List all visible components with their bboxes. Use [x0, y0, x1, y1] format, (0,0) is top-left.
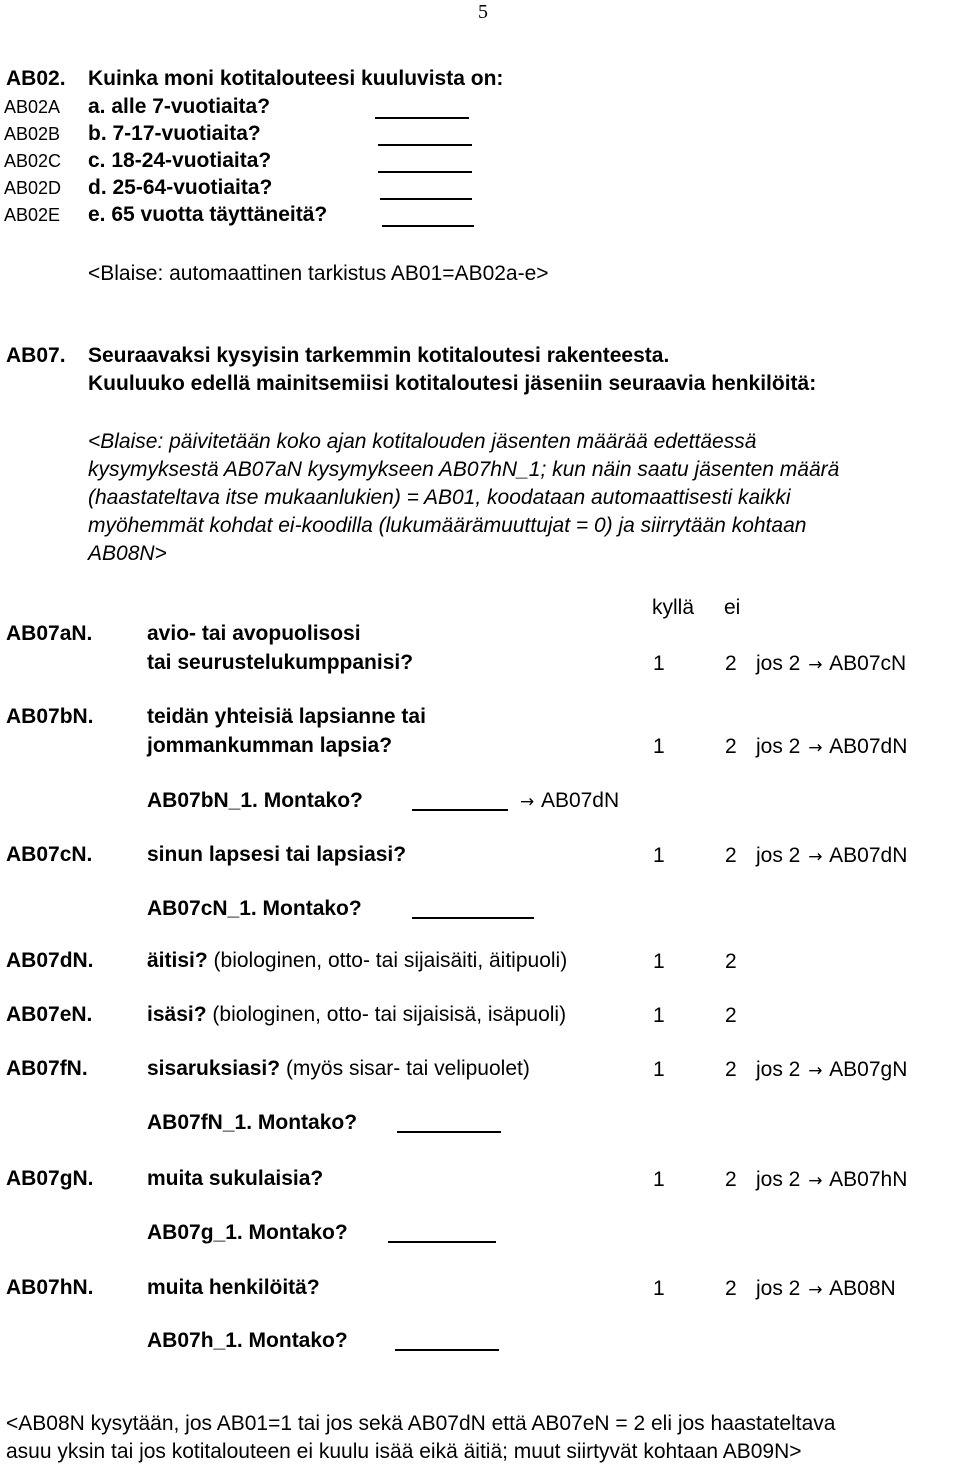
ab07-note-line: myöhemmät kohdat ei-koodilla (lukumäärämuuttujat = 0) ja siirrytään kohtaan	[88, 514, 807, 537]
skip-target: AB07hN	[829, 1168, 908, 1191]
ab02c-answer-blank[interactable]	[378, 171, 472, 173]
ab02b-answer-blank[interactable]	[378, 144, 472, 146]
ab07gn-code-no[interactable]: 2	[725, 1168, 737, 1191]
arrow-right-icon: →	[808, 847, 823, 867]
ab07hn-code: AB07hN.	[6, 1276, 94, 1299]
ab07bn-code-yes[interactable]: 1	[653, 735, 665, 758]
skip-prefix: jos 2	[756, 652, 801, 675]
ab07fn-code-yes[interactable]: 1	[653, 1058, 665, 1081]
ab07gn-code: AB07gN.	[6, 1167, 94, 1190]
ab07hn-skip	[756, 1278, 896, 1299]
arrow-right-icon: →	[808, 655, 823, 675]
ab07g1-label: AB07g_1. Montako?	[147, 1221, 348, 1244]
ab02d-code: AB02D	[4, 178, 62, 198]
ab07fn-detail: (myös sisar- tai velipuolet)	[285, 1057, 530, 1080]
ab07bn-code: AB07bN.	[6, 705, 94, 728]
ab02a-label: a. alle 7-vuotiaita?	[88, 95, 271, 118]
ab07-intro: Seuraavaksi kysyisin tarkemmin kotitaloutesi rakenteesta.	[88, 344, 670, 367]
ab02e-code: AB02E	[4, 205, 61, 225]
ab07cn-code-yes[interactable]: 1	[653, 844, 665, 867]
ab07-note-line: <Blaise: päivitetään koko ajan kotitalouden jäsenten määrää edettäessä	[88, 430, 757, 453]
ab07fn-text-wrap	[147, 1058, 530, 1079]
ab07en-code-no[interactable]: 2	[725, 1004, 737, 1027]
footer-note-line: <AB08N kysytään, jos AB01=1 tai jos sekä AB07dN että AB07eN = 2 eli jos haastateltava	[6, 1412, 836, 1435]
ab07dn-code: AB07dN.	[6, 949, 94, 972]
ab02c-code: AB02C	[4, 151, 62, 171]
ab07en-code: AB07eN.	[6, 1003, 93, 1026]
ab07en-text-wrap	[147, 1004, 566, 1025]
ab07fn1-label: AB07fN_1. Montako?	[147, 1111, 358, 1134]
ab07en-detail: (biologinen, otto- tai sijaisisä, isäpuoli)	[212, 1003, 567, 1026]
ab08n-blaise-note	[6, 1410, 835, 1466]
ab02-code: AB02.	[6, 67, 66, 90]
ab07an-skip	[756, 653, 906, 674]
skip-target: AB07dN	[540, 789, 620, 812]
ab02a-answer-blank[interactable]	[375, 117, 469, 119]
ab07cn1-answer-blank[interactable]	[412, 917, 534, 919]
ab07fn-text: sisaruksiasi?	[147, 1057, 281, 1080]
ab07dn-code-no[interactable]: 2	[725, 950, 737, 973]
ab07bn1-skip	[518, 790, 619, 811]
ab07en-text: isäsi?	[147, 1003, 207, 1026]
ab07hn-code-no[interactable]: 2	[725, 1277, 737, 1300]
skip-prefix: jos 2	[756, 844, 801, 867]
ab07hn-text: muita henkilöitä?	[147, 1276, 320, 1299]
ab07an-text-line1: avio- tai avopuolisosi	[147, 622, 361, 645]
ab07-note-line: kysymyksestä AB07aN kysymykseen AB07hN_1; kun näin saatu jäsenten määrä	[88, 458, 840, 481]
ab07cn-skip	[756, 845, 907, 866]
ab07cn1-label: AB07cN_1. Montako?	[147, 897, 362, 920]
ab02c-label: c. 18-24-vuotiaita?	[88, 149, 272, 172]
ab07-question: Kuuluuko edellä mainitsemiisi kotitaloutesi jäseniin seuraavia henkilöitä:	[88, 372, 817, 395]
skip-target: AB07dN	[829, 735, 908, 758]
arrow-right-icon: →	[808, 1280, 823, 1300]
ab07fn-skip	[756, 1059, 907, 1080]
ab02-blaise-note: <Blaise: automaattinen tarkistus AB01=AB02a-e>	[88, 262, 549, 285]
ab02b-code: AB02B	[4, 124, 61, 144]
header-yes: kyllä	[652, 596, 695, 619]
ab07an-code-no[interactable]: 2	[725, 652, 737, 675]
ab02b-label: b. 7-17-vuotiaita?	[88, 122, 261, 145]
ab02-question: Kuinka moni kotitalouteesi kuuluvista on:	[88, 67, 504, 90]
ab07an-text-line2: tai seurustelukumppanisi?	[147, 651, 414, 674]
ab07-blaise-note	[88, 428, 839, 568]
ab07an-code-yes[interactable]: 1	[653, 652, 665, 675]
ab07bn-skip	[756, 736, 907, 757]
skip-prefix: jos 2	[756, 1058, 801, 1081]
ab07bn-text-line1: teidän yhteisiä lapsianne tai	[147, 705, 426, 728]
footer-note-line: asuu yksin tai jos kotitalouteen ei kuulu isää eikä äitiä; muut siirtyvät kohtaan AB09N>	[6, 1440, 802, 1463]
ab02a-code: AB02A	[4, 97, 61, 117]
skip-target: AB07cN	[829, 652, 907, 675]
ab02e-answer-blank[interactable]	[382, 225, 474, 227]
arrow-right-icon: →	[808, 738, 823, 758]
header-no: ei	[724, 596, 741, 619]
ab07dn-text-wrap	[147, 950, 567, 971]
ab07bn-text-line2: jommankumman lapsia?	[147, 734, 393, 757]
ab07fn1-answer-blank[interactable]	[397, 1131, 501, 1133]
ab07cn-code: AB07cN.	[6, 843, 93, 866]
arrow-right-icon: →	[808, 1061, 823, 1081]
skip-prefix: jos 2	[756, 1168, 801, 1191]
ab07g1-answer-blank[interactable]	[388, 1241, 496, 1243]
ab07en-code-yes[interactable]: 1	[653, 1004, 665, 1027]
ab07gn-code-yes[interactable]: 1	[653, 1168, 665, 1191]
skip-target: AB08N	[829, 1277, 896, 1300]
ab02d-label: d. 25-64-vuotiaita?	[88, 176, 273, 199]
ab07bn1-answer-blank[interactable]	[412, 809, 508, 811]
ab02d-answer-blank[interactable]	[380, 198, 472, 200]
page-number: 5	[478, 1, 488, 23]
ab02e-label: e. 65 vuotta täyttäneitä?	[88, 203, 328, 226]
ab07fn-code-no[interactable]: 2	[725, 1058, 737, 1081]
ab07bn1-label: AB07bN_1. Montako?	[147, 789, 363, 812]
ab07cn-text: sinun lapsesi tai lapsiasi?	[147, 843, 407, 866]
skip-target: AB07dN	[829, 844, 908, 867]
ab07bn-code-no[interactable]: 2	[725, 735, 737, 758]
ab07dn-code-yes[interactable]: 1	[653, 950, 665, 973]
ab07-note-line: AB08N>	[88, 542, 167, 565]
ab07h1-label: AB07h_1. Montako?	[147, 1329, 348, 1352]
skip-prefix: jos 2	[756, 735, 801, 758]
ab07-note-line: (haastateltava itse mukaanlukien) = AB01, koodataan automaattisesti kaikki	[88, 486, 791, 509]
ab07gn-skip	[756, 1169, 907, 1190]
ab07hn-code-yes[interactable]: 1	[653, 1277, 665, 1300]
skip-target: AB07gN	[829, 1058, 908, 1081]
arrow-right-icon: →	[808, 1171, 823, 1191]
ab07dn-detail: (biologinen, otto- tai sijaisäiti, äitipuoli)	[213, 949, 568, 972]
arrow-right-icon: →	[520, 792, 535, 812]
skip-prefix: jos 2	[756, 1277, 801, 1300]
ab07gn-text: muita sukulaisia?	[147, 1167, 324, 1190]
ab07fn-code: AB07fN.	[6, 1057, 88, 1080]
ab07-code: AB07.	[6, 344, 66, 367]
ab07dn-text: äitisi?	[147, 949, 208, 972]
ab07an-code: AB07aN.	[6, 622, 93, 645]
ab07h1-answer-blank[interactable]	[395, 1349, 499, 1351]
ab07cn-code-no[interactable]: 2	[725, 844, 737, 867]
